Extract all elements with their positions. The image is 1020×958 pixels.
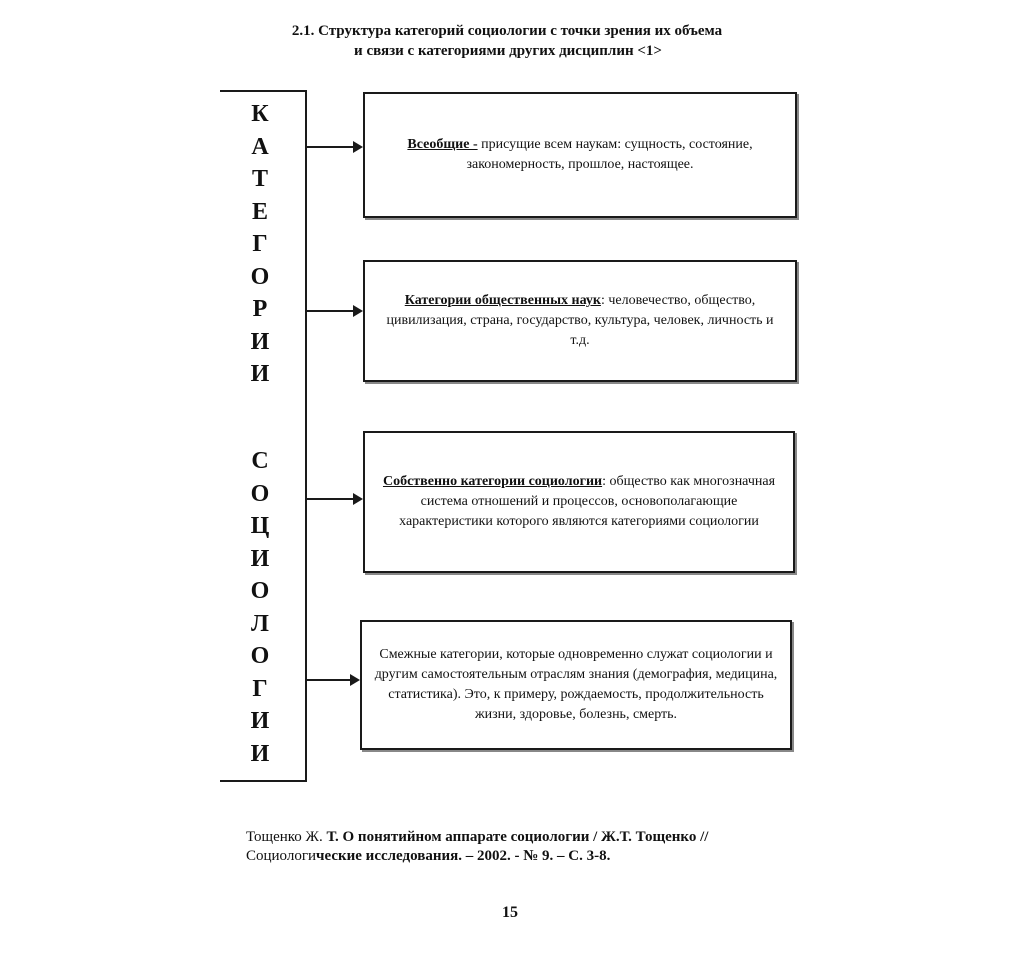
letter: С [251,448,269,474]
box-text: присущие всем наукам: сущность, состояние, закономерность, прошлое, настоящее. [466,137,753,172]
box-term: Всеобщие - [407,137,478,152]
ref-journal-plain: Социологи [246,848,317,864]
box-social-science-categories [363,260,797,382]
box-text: Смежные категории, которые одновременно служат социологии и другим самостоятельным отраслям знания (демография, медицина, статистика). Это, к примеру, рождаемость, продолжительность жизни, здоровье, болезнь, смерть. [374,647,778,722]
letter: О [250,263,270,290]
categories-vertical-label [220,90,307,782]
box-text: : человечество, общество, цивилизация, страна, государство, культура, человек, личность и т.д. [386,293,774,348]
diagram-title-line-1: 2.1. Структура категорий социологии с точки зрения их объема [291,23,723,39]
letter: И [250,545,270,572]
arrow-to-universal [305,146,361,148]
letter: И [250,361,270,387]
letter: К [251,101,269,127]
ref-author: Тощенко Ж. [246,829,323,845]
letter: О [250,643,270,669]
letter: Р [252,296,268,322]
reference-citation [246,828,708,866]
ref-journal-rest: ческие исследования. – 2002. - № 9. – С. 3-8. [316,848,611,864]
box-text: : общество как многозначная система отношений и процессов, основополагающие характеристики которого являются категориями социологии [399,474,776,529]
letter: О [250,578,270,604]
letter: А [251,133,269,160]
box-sociology-proper-categories [363,431,795,573]
letter: И [250,708,270,734]
letter: И [250,740,270,767]
box-universal-categories [363,92,797,218]
diagram-title-line-2: и связи с категориями других дисциплин <1> [354,43,662,59]
box-term: Категории общественных наук [404,293,601,308]
arrow-to-adjacent [305,679,358,681]
vertical-word-sociology [220,445,300,770]
box-adjacent-categories [360,620,792,750]
letter: Л [251,610,269,637]
arrow-to-sociology-proper [305,498,361,500]
letter: И [250,328,270,355]
letter: Ц [250,513,270,539]
box-term: Собственно категории социологии [382,474,603,489]
vertical-word-categories [220,98,300,391]
letter: Г [252,231,268,257]
arrow-to-social-sciences [305,310,361,312]
ref-title: Т. О понятийном аппарате социологии / Ж.Т. Тощенко // [322,829,709,845]
page-number: 15 [502,904,518,921]
letter: О [250,480,270,507]
top-divider [220,90,306,92]
letter: Г [252,675,268,702]
letter: Е [251,198,268,225]
letter: Т [251,166,268,192]
